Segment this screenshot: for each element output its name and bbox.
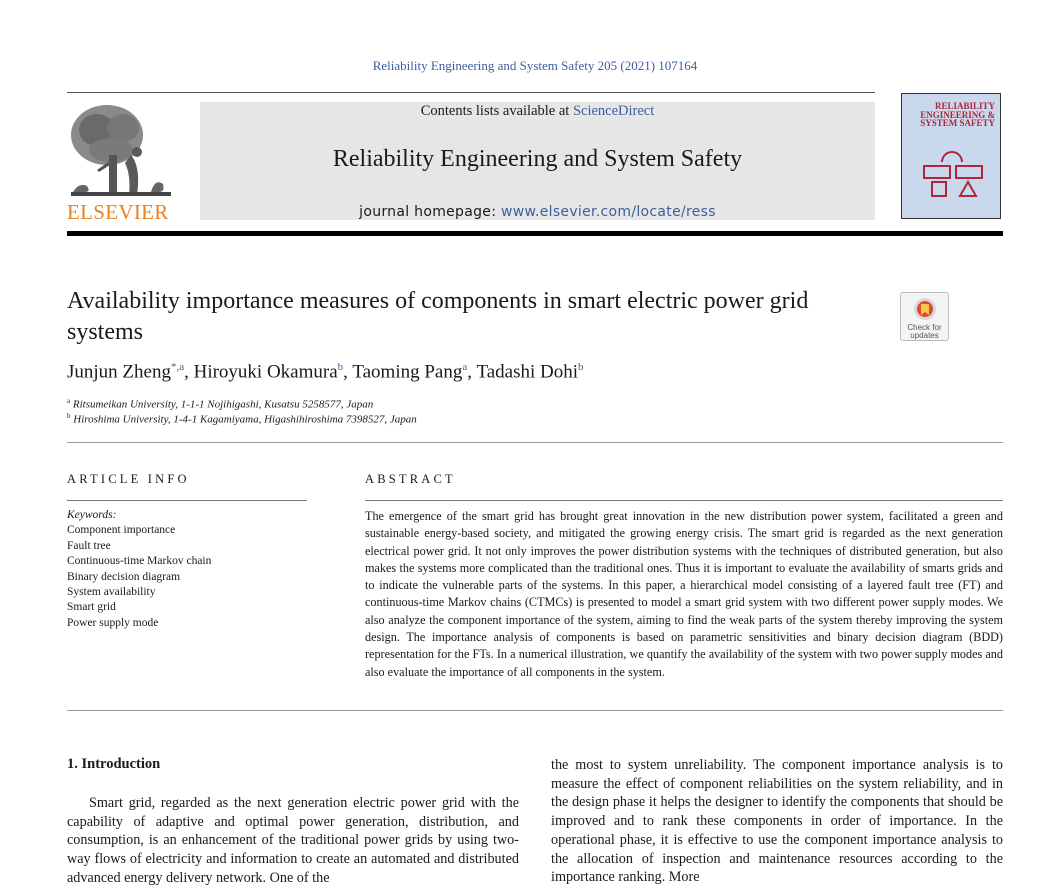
author-sup[interactable]: b [337, 361, 344, 373]
journal-cover-thumbnail[interactable] [901, 93, 1001, 219]
abstract-text: The emergence of the smart grid has brought great innovation in the new distribution power system, facilitated a green and sustainable energy-based society, and mitigated the growing energy crisis. The smart grid is regarded as the next generation electrical power grid. It not only improves the power distribution systems with the techniques of distributed generation, but also makes the systems more complicated than the traditional ones. Thus it is important to evaluate the availability of smarts grids and to indicate the vulnerable parts of the systems. In this paper, a hierarchical model consisting of a layered fault tree (FT) and continuous-time Markov chains (CTMCs) is presented to model a smart grid system with two different power supply modes. We also analyze the component importance of the system, aiming to find the weak parts of the system thereby improving the system design. The importance analysis of components is based on parametric sensitivities and binary decision diagram (BDD) representation for the FTs. In a numerical illustration, we quantify the availability of the system with two power supply modes and also evaluate the importance of all components in the system. [365, 509, 1003, 679]
header-thick-rule [67, 231, 1003, 236]
check-for-updates-button[interactable] [900, 292, 949, 341]
affiliation-text: Hiroshima University, 1-4-1 Kagamiyama, Higashihiroshima 7398527, Japan [73, 413, 417, 426]
keyword-item: System availability [67, 586, 156, 599]
article-info-heading: ARTICLE INFO [67, 472, 190, 486]
author-sup[interactable]: b [578, 361, 584, 373]
check-updates-label: Check for updates [907, 323, 942, 340]
contents-prefix: Contents lists available at [420, 103, 573, 119]
journal-citation[interactable]: Reliability Engineering and System Safety 205 (2021) 107164 [372, 58, 698, 73]
section-heading-introduction: 1. Introduction [67, 756, 161, 772]
section-divider [67, 442, 1003, 443]
check-updates-icon [913, 297, 937, 323]
body-paragraph-right: the most to system unreliability. The component importance analysis is to measure the effect of component reliabilities on the system reliability, and in the design phase it helps the designer to identify the components that should be improved and to rank these components in order of importance. In the operational phase, it is effective to use the component importance analysis to the allocation of inspection and maintenance resources according to the importance ranking. More [551, 757, 1003, 886]
affiliation-text: Ritsumeikan University, 1-1-1 Nojihigashi, Kusatsu 5258577, Japan [72, 398, 374, 411]
cover-title: RELIABILITY ENGINEERING & SYSTEM SAFETY [920, 101, 995, 128]
keyword-item: Component importance [67, 524, 176, 537]
article-title: Availability importance measures of components in smart electric power grid systems [67, 288, 809, 345]
homepage-link[interactable]: www.elsevier.com/locate/ress [501, 204, 716, 220]
keyword-item: Power supply mode [67, 616, 159, 629]
abstract-heading: ABSTRACT [365, 472, 456, 486]
keyword-item: Smart grid [67, 601, 116, 614]
affiliation-sup: a [67, 397, 71, 405]
body-paragraph-left: Smart grid, regarded as the next generation electric power grid with the capability of adaptive and optimal power generation, distribution, and consumption, is an enhancement of the traditional power grids by using two-way flows of electricity and information to create an automated and distributed advanced energy delivery network. One of the [67, 795, 519, 886]
affiliation [67, 397, 373, 411]
elsevier-wordmark: ELSEVIER [67, 200, 169, 224]
author-sup[interactable]: a [462, 361, 468, 373]
journal-homepage-line [200, 204, 875, 220]
keyword-item: Fault tree [67, 539, 111, 552]
header-top-rule [67, 92, 875, 93]
abstract-rule [365, 500, 1003, 501]
affiliation-sup: b [67, 412, 71, 420]
keyword-item: Continuous-time Markov chain [67, 555, 212, 568]
affiliation [67, 412, 417, 426]
cover-diagram-icon [920, 148, 986, 204]
contents-availability-line [200, 103, 875, 120]
author-name[interactable]: Hiroyuki Okamura [193, 361, 338, 383]
keywords-label: Keywords: [67, 509, 117, 521]
author-sup[interactable]: *,a [170, 361, 185, 373]
author-name[interactable]: Taoming Pang [352, 361, 463, 383]
author-list: Junjun Zheng$^{*,a}$, Hiroyuki Okamura$^b$, Taoming Pang$^a$, Tadashi Dohi$^b$ [67, 361, 584, 383]
author-name[interactable]: Junjun Zheng [67, 361, 171, 383]
keywords-list [67, 508, 211, 631]
keyword-item: Binary decision diagram [67, 570, 181, 583]
journal-title[interactable]: Reliability Engineering and System Safety [332, 146, 743, 172]
homepage-prefix: journal homepage: [359, 204, 501, 220]
author-name[interactable]: Tadashi Dohi [476, 361, 579, 383]
article-info-rule [67, 500, 307, 501]
section-divider [67, 710, 1003, 711]
sciencedirect-link[interactable]: ScienceDirect [572, 103, 655, 119]
